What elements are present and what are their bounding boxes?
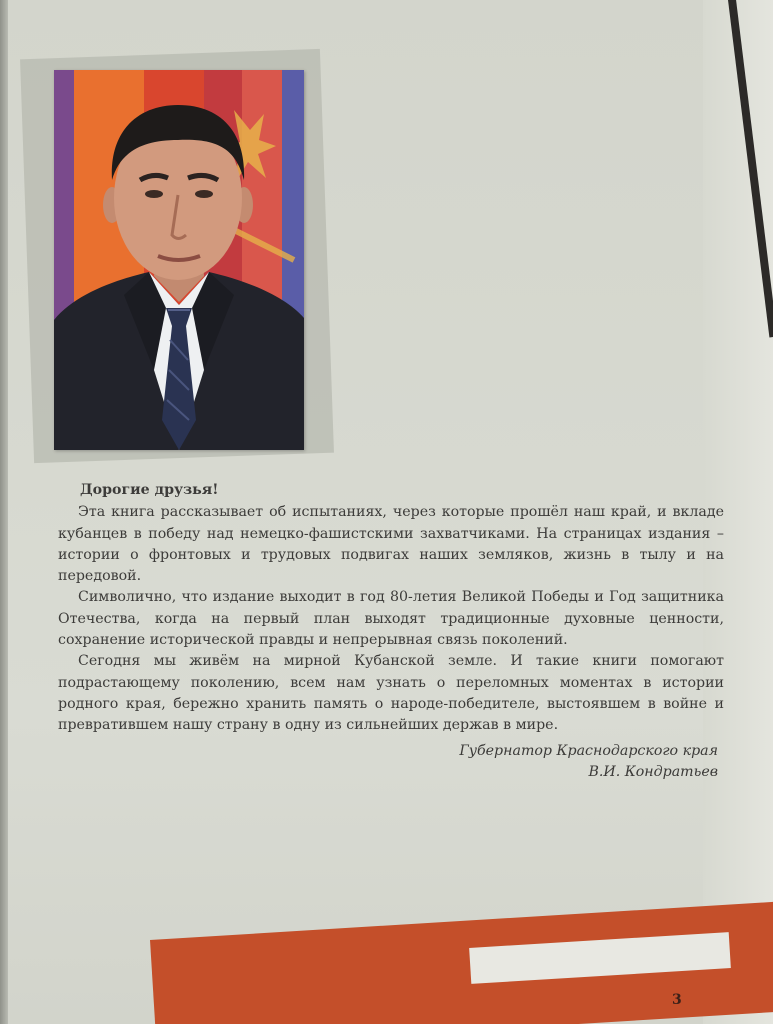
letter-paragraph-1: Эта книга рассказывает об испытаниях, через которые прошёл наш край, и вкладе кубанцев в победу над немецко-фашистскими захватчиками. На страницах издания – истории о фронтовых и трудовых подвигах наших земляков, жизнь в тылу и на передовой. [58, 504, 724, 585]
letter-paragraph-2: Символично, что издание выходит в год 80-летия Великой Победы и Год защитника Отечества, когда на первый план выходят традиционные духовные ценности, сохранение исторической правды и непрерывная связь поколений. [58, 589, 724, 649]
portrait-image [54, 70, 304, 450]
greeting-letter [58, 480, 724, 783]
signature-title: Губернатор Краснодарского края [459, 742, 718, 759]
letter-paragraph-3: Сегодня мы живём на мирной Кубанской земле. И такие книги помогают подрастающему поколению, всем нам узнать о переломных моментах в истории родного края, бережно хранить память о народе-победителе, выстоявшем в войне и превратившем нашу страну в одну из сильнейших держав в мире. [58, 653, 724, 734]
page-binding-edge [0, 0, 8, 1024]
portrait-photo [54, 70, 304, 450]
signature-name: В.И. Кондратьев [588, 763, 718, 780]
page-number: 3 [672, 992, 682, 1008]
letter-greeting: Дорогие друзья! [80, 482, 219, 498]
